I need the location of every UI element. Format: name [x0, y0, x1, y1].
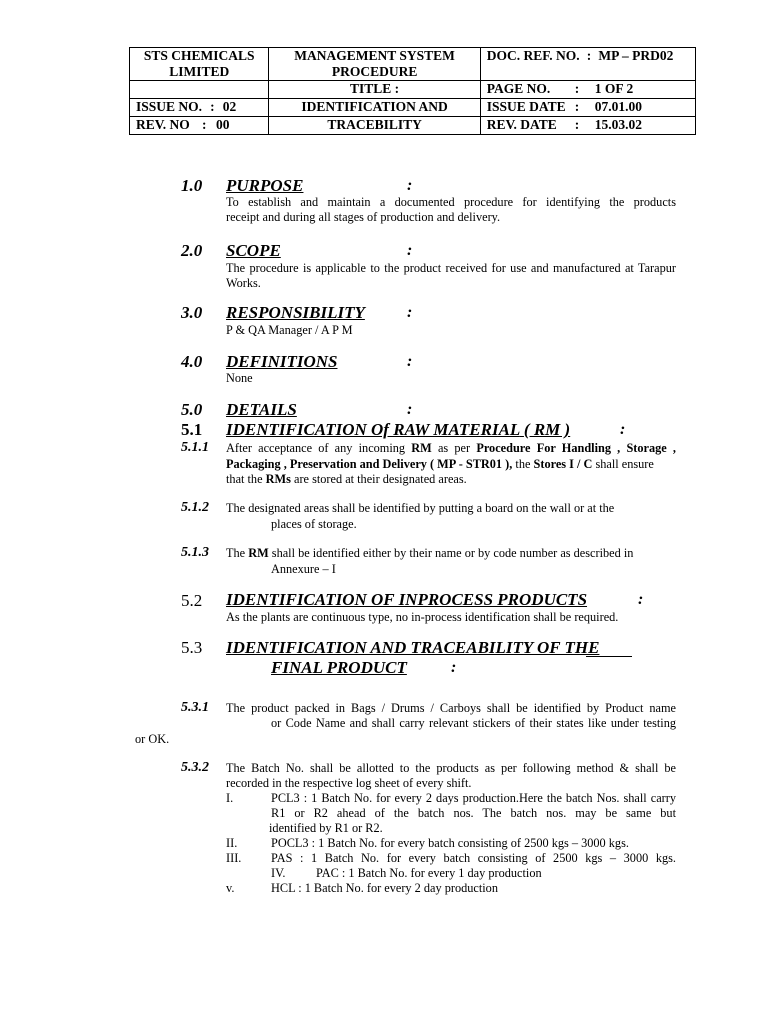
purpose-text-line2: receipt and during all stages of production and delivery.	[226, 210, 501, 224]
system-procedure-cell	[269, 48, 480, 81]
responsibility-number: 3.0	[181, 303, 203, 322]
title-line1: IDENTIFICATION AND	[301, 99, 448, 114]
list-item-roman: I.	[226, 791, 234, 805]
rev-no-value: 00	[216, 117, 230, 132]
s511-procedure-ref: Procedure For Handling , Storage ,	[476, 441, 677, 455]
purpose-number: 1.0	[181, 176, 203, 195]
company-name-line2: LIMITED	[169, 64, 230, 79]
list-item-roman: III.	[226, 851, 242, 865]
scope-text-line1: The procedure is applicable to the product received for use and manufactured at Tarapur	[226, 261, 676, 275]
system-line2: PROCEDURE	[331, 64, 418, 79]
issue-no-colon: :	[210, 99, 215, 114]
page-no-value: 1 OF 2	[594, 81, 634, 96]
inprocess-colon: :	[638, 591, 644, 608]
issue-no-value: 02	[222, 99, 237, 114]
s513-text: shall be identified either by their name or by code number as described in	[268, 546, 634, 560]
definitions-text: None	[226, 371, 253, 385]
title-label: TITLE :	[350, 81, 400, 96]
inprocess-number: 5.2	[181, 591, 203, 610]
s511-text: the	[512, 457, 534, 471]
list-item-text: identified by R1 or R2.	[269, 821, 383, 835]
raw-material-number: 5.1	[181, 420, 203, 439]
s512-line1: The designated areas shall be identified by putting a board on the wall or at the	[226, 501, 615, 515]
empty-cell	[130, 81, 269, 99]
page-no-cell	[480, 81, 695, 99]
s531-line1: The product packed in Bags / Drums / Carboys shall be identified by Product name	[226, 701, 676, 715]
issue-date-label: ISSUE DATE	[486, 99, 566, 114]
s511-text: that the	[226, 472, 266, 486]
s511-text: After acceptance of any incoming	[226, 441, 412, 455]
inprocess-heading: IDENTIFICATION OF INPROCESS PRODUCTS	[226, 590, 588, 609]
s531-line2: or Code Name and shall carry relevant stickers of their states like under testing	[271, 716, 676, 730]
definitions-heading: DEFINITIONS	[226, 352, 338, 371]
list-item-text: HCL : 1 Batch No. for every 2 day production	[271, 881, 498, 895]
s532-line1: The Batch No. shall be allotted to the products as per following method & shall be	[226, 761, 676, 775]
s532-number: 5.3.2	[181, 760, 209, 775]
company-name-cell	[130, 48, 269, 81]
purpose-heading: PURPOSE	[226, 176, 304, 195]
s511-rm: RM	[411, 441, 432, 455]
purpose-text-line1: To establish and maintain a documented procedure for identifying the products	[226, 195, 676, 209]
responsibility-colon: :	[407, 304, 413, 321]
raw-material-heading	[226, 420, 570, 440]
final-product-number: 5.3	[181, 638, 203, 657]
s511-stores: Stores I / C	[533, 457, 593, 471]
definitions-number: 4.0	[181, 352, 203, 371]
list-item-text: POCL3 : 1 Batch No. for every batch consisting of 2500 kgs – 3000 kgs.	[271, 836, 629, 850]
issue-no-cell	[130, 99, 269, 117]
issue-no-label: ISSUE NO.	[136, 99, 203, 114]
s511-rms: RMs	[265, 472, 291, 486]
document-header-table	[129, 47, 696, 135]
s511-line2	[226, 457, 676, 473]
page-no-label: PAGE NO.	[486, 81, 551, 96]
definitions-colon: :	[407, 353, 413, 370]
list-item-roman: II.	[226, 836, 238, 850]
s511-text: are stored at their designated areas.	[290, 472, 467, 486]
s532-line2: recorded in the respective log sheet of every shift.	[226, 776, 472, 790]
doc-ref-colon: :	[586, 48, 592, 63]
rev-no-label: REV. NO	[136, 117, 190, 132]
s513-text: The	[226, 546, 249, 560]
title-label-cell	[269, 81, 480, 99]
issue-date-cell	[480, 99, 695, 117]
list-item-text: PCL3 : 1 Batch No. for every 2 days production.Here the batch Nos. shall carry	[271, 791, 676, 805]
issue-date-value: 07.01.00	[594, 99, 642, 114]
system-line1: MANAGEMENT SYSTEM	[294, 48, 455, 63]
s512-line2: places of storage.	[271, 517, 357, 531]
final-product-colon: :	[451, 659, 457, 676]
s511-line1	[226, 441, 676, 457]
s511-procedure-ref: Packaging , Preservation and Delivery ( MP - STR01 ),	[226, 457, 513, 471]
details-number: 5.0	[181, 400, 203, 419]
s513-rm: RM	[248, 546, 269, 560]
final-product-heading-line2: FINAL PRODUCT	[271, 658, 407, 677]
details-heading: DETAILS	[226, 400, 297, 419]
s511-number: 5.1.1	[181, 440, 209, 455]
doc-ref-value: MP – PRD02	[598, 48, 674, 63]
title-line1-cell	[269, 99, 480, 117]
s513-number: 5.1.3	[181, 545, 209, 560]
rev-date-colon: :	[574, 117, 580, 132]
list-item-text: PAC : 1 Batch No. for every 1 day production	[316, 866, 542, 880]
rev-no-cell	[130, 117, 269, 135]
doc-ref-cell	[480, 48, 695, 81]
rev-date-value: 15.03.02	[594, 117, 642, 132]
responsibility-text: P & QA Manager / A P M	[226, 323, 353, 337]
scope-heading: SCOPE	[226, 241, 281, 260]
details-colon: :	[407, 401, 413, 418]
list-item-text: PAS : 1 Batch No. for every batch consisting of 2500 kgs – 3000 kgs.	[271, 851, 676, 865]
list-item-text: R1 or R2 ahead of the batch nos. The batch nos. may be same but	[271, 806, 676, 820]
scope-text-line2: Works.	[226, 276, 261, 290]
s511-text: as per	[431, 441, 477, 455]
s513-line1	[226, 546, 676, 562]
s512-number: 5.1.2	[181, 500, 209, 515]
rev-date-cell	[480, 117, 695, 135]
rev-no-colon: :	[202, 117, 207, 132]
title-line2-cell	[269, 117, 480, 135]
title-line2: TRACEBILITY	[327, 117, 422, 132]
purpose-colon: :	[407, 177, 413, 194]
inprocess-text: As the plants are continuous type, no in-process identification shall be required.	[226, 610, 619, 624]
s513-line2: Annexure – I	[271, 562, 336, 576]
final-product-heading-line1: IDENTIFICATION AND TRACEABILITY OF THE	[226, 638, 600, 657]
raw-material-colon: :	[620, 421, 626, 438]
s511-line3	[226, 472, 467, 488]
raw-material-heading-b: ( RM )	[523, 420, 571, 439]
page-no-colon: :	[574, 81, 580, 96]
s531-number: 5.3.1	[181, 700, 209, 715]
scope-number: 2.0	[181, 241, 203, 260]
list-item-roman: IV.	[271, 866, 286, 880]
rev-date-label: REV. DATE	[486, 117, 557, 132]
scope-colon: :	[407, 242, 413, 259]
final-product-heading-underline	[586, 656, 632, 657]
s531-line3: or OK.	[135, 732, 170, 746]
list-item-roman: v.	[226, 881, 235, 895]
responsibility-heading: RESPONSIBILITY	[226, 303, 365, 322]
raw-material-heading-a: IDENTIFICATION Of RAW MATERIAL	[226, 420, 520, 439]
issue-date-colon: :	[574, 99, 580, 114]
s511-text: shall ensure	[592, 457, 654, 471]
company-name-line1: STS CHEMICALS	[143, 48, 255, 63]
doc-ref-label: DOC. REF. NO.	[486, 48, 580, 63]
